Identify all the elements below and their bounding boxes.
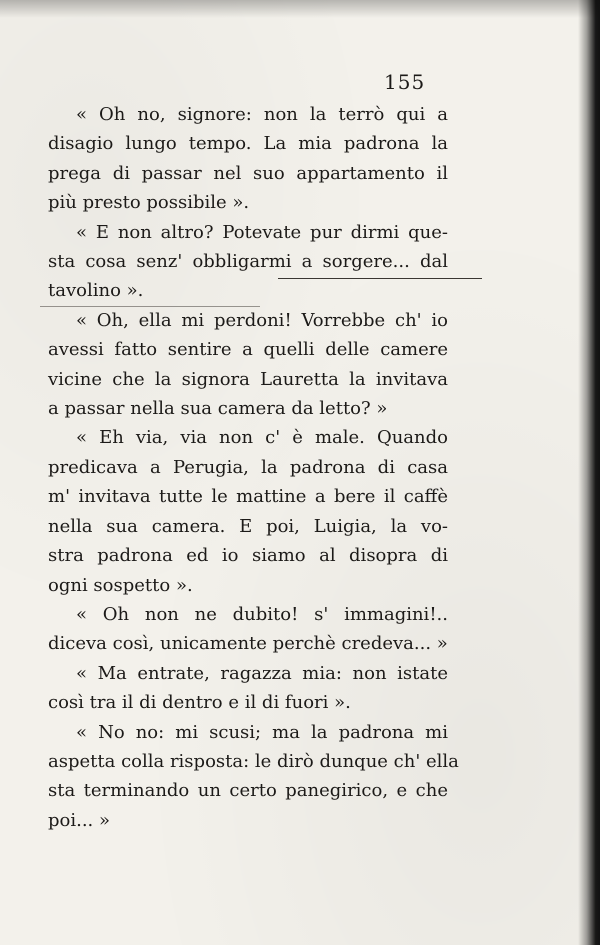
paragraph	[48, 218, 448, 306]
text-line: ogni sospetto ».	[48, 574, 193, 596]
paragraph	[48, 423, 448, 599]
text-line: sta terminando un certo panegirico, e che	[48, 780, 448, 802]
text-line: nella sua camera. E poi, Luigia, la vo-	[48, 515, 448, 537]
text-line: vicine che la signora Lauretta la invitava	[48, 368, 448, 390]
text-line: stra padrona ed io siamo al disopra di	[48, 545, 448, 567]
text-line: predicava a Perugia, la padrona di casa	[48, 456, 448, 478]
text-line: a passar nella sua camera da letto? »	[48, 398, 388, 420]
text-line: aspetta colla risposta: le dirò dunque ch' ella	[48, 750, 459, 772]
page-top-shadow	[0, 0, 600, 18]
text-line: « No no: mi scusi; ma la padrona mi	[76, 721, 448, 743]
paragraph	[48, 306, 448, 424]
text-line: prega di passar nel suo appartamento il	[48, 162, 448, 184]
paragraph	[48, 100, 448, 218]
paragraph	[48, 659, 448, 718]
text-line: sta cosa senz' obbligarmi a sorgere... dal	[48, 251, 448, 273]
page-binding-edge	[578, 0, 600, 945]
text-line: « Ma entrate, ragazza mia: non istate	[76, 662, 448, 684]
paragraph	[48, 718, 459, 836]
text-line: m' invitava tutte le mattine a bere il caffè	[48, 486, 448, 508]
page-number: 155	[384, 70, 426, 94]
text-line: « E non altro? Potevate pur dirmi que-	[76, 221, 448, 243]
text-line: avessi fatto sentire a quelli delle camere	[48, 339, 448, 361]
text-line: « Oh, ella mi perdoni! Vorrebbe ch' io	[76, 309, 448, 331]
paragraph	[48, 600, 448, 659]
page-text	[48, 100, 459, 835]
text-line: diceva così, unicamente perchè credeva... »	[48, 633, 448, 655]
text-line: « Oh non ne dubito! s' immagini!..	[76, 603, 448, 625]
text-line: così tra il di dentro e il di fuori ».	[48, 692, 351, 714]
text-line: « Oh no, signore: non la terrò qui a	[76, 104, 448, 125]
text-line: « Eh via, via non c' è male. Quando	[76, 427, 448, 449]
text-line: più presto possibile ».	[48, 192, 250, 214]
text-line: disagio lungo tempo. La mia padrona la	[48, 133, 448, 155]
text-line: tavolino ».	[48, 280, 144, 302]
text-line: poi... »	[48, 809, 111, 831]
